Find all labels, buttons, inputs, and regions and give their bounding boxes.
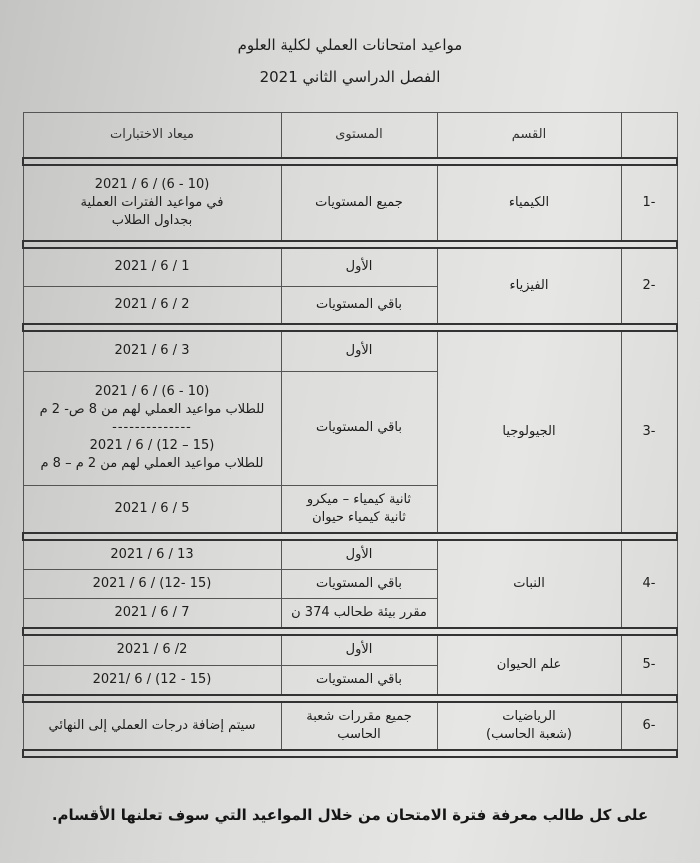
level-cell: الأول — [281, 331, 437, 371]
level-line: جميع مقررات شعبة — [306, 709, 412, 724]
department-cell: الجيولوجيا — [437, 331, 621, 533]
level-cell: باقي المستويات — [281, 569, 437, 598]
header-date: ميعاد الاختبارات — [23, 113, 281, 159]
date-note: للطلاب مواعيد العملي لهم من 2 م – 8 م — [40, 456, 264, 471]
header-department: القسم — [437, 113, 621, 159]
date-cell: 3 / 6 / 2021 — [23, 331, 281, 371]
level-cell — [281, 702, 437, 750]
date-cell: سيتم إضافة درجات العملي إلى النهائي — [23, 702, 281, 750]
date-value: (10 - 6) / 6 / 2021 — [94, 177, 210, 192]
date-cell: 5 / 6 / 2021 — [23, 485, 281, 533]
date-note: بجداول الطلاب — [111, 213, 193, 228]
level-line: الحاسب — [337, 727, 381, 742]
date-cell: 13 / 6 / 2021 — [23, 540, 281, 569]
level-cell: الأول — [281, 540, 437, 569]
date-cell: 1 / 6 / 2021 — [23, 248, 281, 286]
row-number: -5 — [621, 635, 677, 695]
level-cell: باقي المستويات — [281, 665, 437, 695]
row-number: -1 — [621, 165, 677, 241]
table-row — [23, 165, 677, 241]
exam-schedule-table — [22, 112, 678, 758]
date-value: (10 - 6) / 6 / 2021 — [94, 384, 210, 399]
department-cell — [437, 702, 621, 750]
row-number: -2 — [621, 248, 677, 324]
level-line: ثانية كيمياء – ميكرو — [306, 491, 412, 507]
date-cell: 7 / 6 / 2021 — [23, 598, 281, 628]
table-header-row — [23, 113, 677, 159]
table-row — [23, 540, 677, 569]
department-cell: علم الحيوان — [437, 635, 621, 695]
row-number: -3 — [621, 331, 677, 533]
level-cell: مقرر بيئة طحالب 374 ن — [281, 598, 437, 628]
table-row — [23, 635, 677, 665]
date-cell: (15 -12) / 6 / 2021 — [23, 569, 281, 598]
document-subtitle: الفصل الدراسي الثاني 2021 — [259, 68, 441, 86]
department-cell: الكيمياء — [437, 165, 621, 241]
date-value: (15 – 12) / 6 / 2021 — [89, 438, 215, 453]
table-row — [23, 702, 677, 750]
row-number: -4 — [621, 540, 677, 628]
level-cell: جميع المستويات — [281, 165, 437, 241]
level-cell: باقي المستويات — [281, 371, 437, 485]
department-line: الرياضيات — [502, 709, 556, 724]
header-level: المستوى — [281, 113, 437, 159]
date-divider: -------------- — [112, 420, 192, 435]
header-number-cell — [621, 113, 677, 159]
date-cell: (15 - 12) / 6 /2021 — [23, 665, 281, 695]
table-row — [23, 331, 677, 371]
date-cell — [23, 165, 281, 241]
level-line: ثانية كيمياء حيوان — [312, 509, 406, 525]
table-row — [23, 248, 677, 286]
department-line: (شعبة الحاسب) — [486, 727, 572, 742]
date-cell: 2 / 6 / 2021 — [23, 286, 281, 324]
document-title: مواعيد امتحانات العملي لكلية العلوم — [237, 36, 463, 54]
date-cell: 2/ 6 / 2021 — [23, 635, 281, 665]
date-cell — [23, 371, 281, 485]
level-cell: الأول — [281, 635, 437, 665]
level-cell: باقي المستويات — [281, 286, 437, 324]
level-cell — [281, 485, 437, 533]
department-cell: النبات — [437, 540, 621, 628]
level-cell: الأول — [281, 248, 437, 286]
footer-note: على كل طالب معرفة فترة الامتحان من خلال المواعيد التي سوف تعلنها الأقسام. — [51, 806, 649, 824]
date-note: في مواعيد الفترات العملية — [80, 195, 224, 210]
department-cell: الفيزياء — [437, 248, 621, 324]
date-note: للطلاب مواعيد العملي لهم من 8 ص- 2 م — [39, 402, 265, 417]
row-number: -6 — [621, 702, 677, 750]
